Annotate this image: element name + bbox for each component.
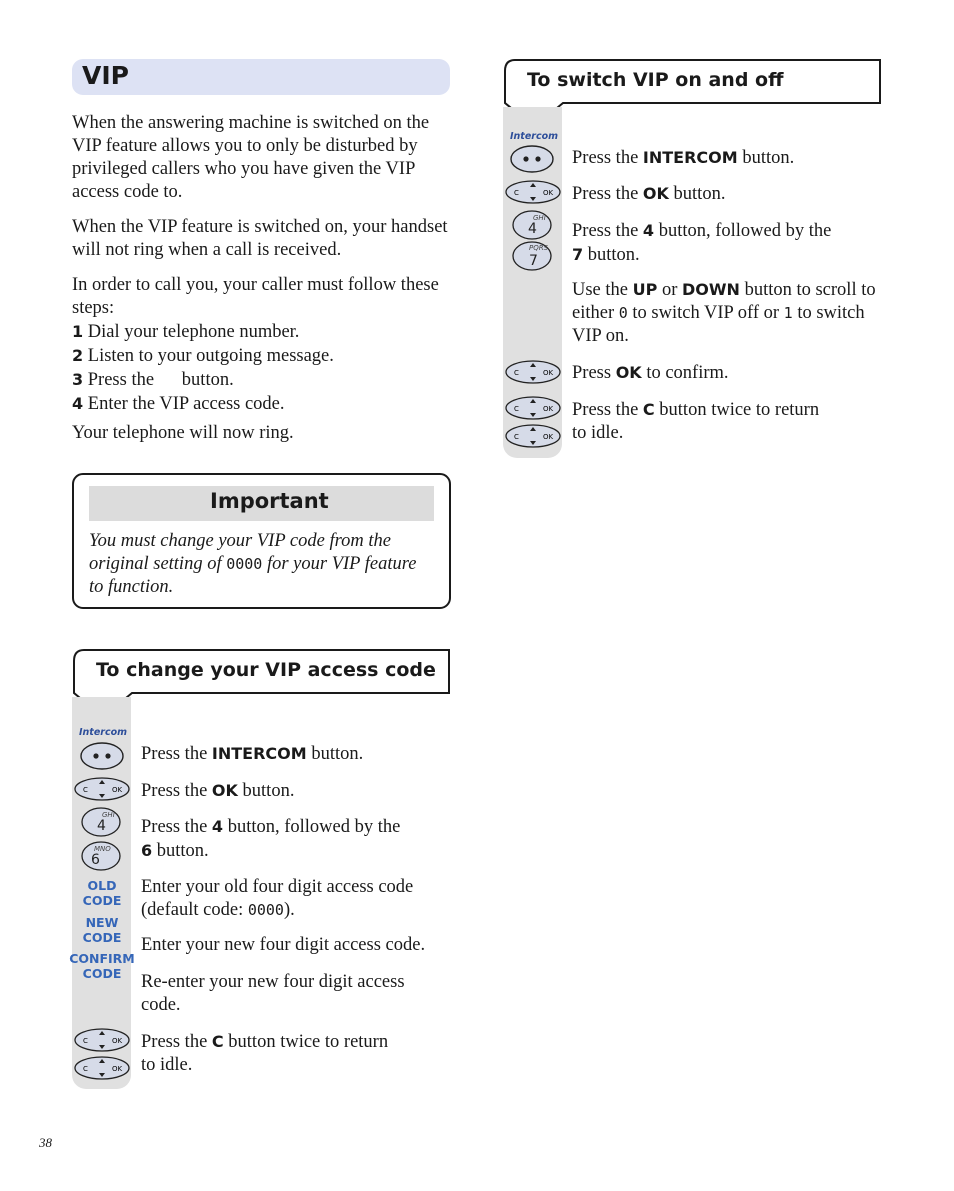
navigation-key-icon — [73, 1055, 131, 1081]
svg-text:C: C — [83, 1037, 88, 1045]
svg-text:OK: OK — [543, 405, 554, 413]
important-box — [72, 473, 451, 609]
vip-title-bar — [72, 59, 450, 95]
svg-text:PQRS: PQRS — [529, 244, 549, 252]
change-code-heading: To change your VIP access code — [96, 659, 436, 681]
key-7-icon — [511, 240, 553, 272]
navigation-key-icon — [73, 1027, 131, 1053]
important-text: You must change your VIP code from the original setting of 0000 for your VIP feature to function. — [89, 531, 417, 597]
switch-step-1: Press the INTERCOM button. — [572, 148, 795, 168]
switch-vip-heading: To switch VIP on and off — [527, 69, 784, 91]
svg-text:OK: OK — [543, 189, 554, 197]
new-code-label: NEW CODE — [82, 915, 122, 945]
vip-intro — [72, 112, 452, 445]
old-code-label: OLD CODE — [82, 878, 122, 908]
switch-step-6: Press the C button twice to return to idle. — [572, 400, 820, 443]
intercom-key-icon — [509, 144, 555, 174]
caller-step-1: 1 Dial your telephone number. — [72, 322, 300, 342]
change-step-4: Enter your old four digit access code (default code: 0000). — [141, 877, 414, 920]
change-step-1: Press the INTERCOM button. — [141, 744, 364, 764]
svg-text:MNO: MNO — [94, 845, 111, 853]
svg-text:6: 6 — [91, 852, 100, 868]
switch-step-2: Press the OK button. — [572, 184, 726, 204]
svg-text:7: 7 — [529, 253, 538, 269]
change-step-5: Enter your new four digit access code. — [141, 935, 426, 955]
svg-text:OK: OK — [543, 433, 554, 441]
switch-step-3: Press the 4 button, followed by the 7 button. — [572, 221, 832, 265]
change-step-3: Press the 4 button, followed by the 6 button. — [141, 817, 401, 861]
navigation-key-icon — [504, 423, 562, 449]
key-6-icon — [80, 840, 122, 872]
change-step-2: Press the OK button. — [141, 781, 295, 801]
navigation-key-icon — [504, 395, 562, 421]
svg-text:4: 4 — [528, 221, 537, 237]
vip-title: VIP — [82, 61, 129, 90]
svg-text:C: C — [514, 369, 519, 377]
vip-para-3: In order to call you, your caller must follow these steps: — [72, 275, 439, 318]
svg-text:OK: OK — [112, 1065, 123, 1073]
caller-step-2: 2 Listen to your outgoing message. — [72, 346, 334, 366]
confirm-code-label: CONFIRM CODE — [69, 951, 135, 981]
intercom-label: Intercom — [79, 727, 128, 738]
svg-text:C: C — [83, 786, 88, 794]
intercom-key-icon — [79, 741, 125, 771]
svg-text:C: C — [83, 1065, 88, 1073]
svg-text:C: C — [514, 405, 519, 413]
change-step-6: Re-enter your new four digit access code. — [141, 972, 405, 1015]
vip-para-1: When the answering machine is switched on the VIP feature allows you to only be disturbed by privileged callers who you have given the VIP access code to. — [72, 113, 430, 202]
key-4-icon — [511, 209, 553, 241]
key-4-icon — [80, 806, 122, 838]
navigation-key-icon — [73, 776, 131, 802]
svg-text:C: C — [514, 433, 519, 441]
important-code: 0000 — [226, 555, 263, 573]
svg-text:4: 4 — [97, 818, 106, 834]
svg-text:GHI: GHI — [533, 214, 546, 222]
intercom-label: Intercom — [510, 131, 559, 142]
caller-step-4: 4 Enter the VIP access code. — [72, 394, 285, 414]
important-heading: Important — [210, 489, 329, 513]
vip-closing: Your telephone will now ring. — [72, 423, 294, 443]
important-heading-bar — [89, 486, 434, 521]
svg-text:GHI: GHI — [102, 811, 115, 819]
svg-text:OK: OK — [543, 369, 554, 377]
caller-step-3: 3 Press the button. — [72, 370, 234, 390]
page-number: 38 — [39, 1135, 52, 1150]
switch-step-5: Press OK to confirm. — [572, 363, 729, 383]
svg-text:OK: OK — [112, 786, 123, 794]
svg-text:OK: OK — [112, 1037, 123, 1045]
vip-para-2: When the VIP feature is switched on, your handset will not ring when a call is received. — [72, 217, 448, 260]
svg-text:C: C — [514, 189, 519, 197]
change-step-7: Press the C button twice to return to idle. — [141, 1032, 389, 1075]
switch-step-4: Use the UP or DOWN button to scroll to either 0 to switch VIP off or 1 to switch VIP on. — [572, 280, 876, 346]
navigation-key-icon — [504, 179, 562, 205]
navigation-key-icon — [504, 359, 562, 385]
